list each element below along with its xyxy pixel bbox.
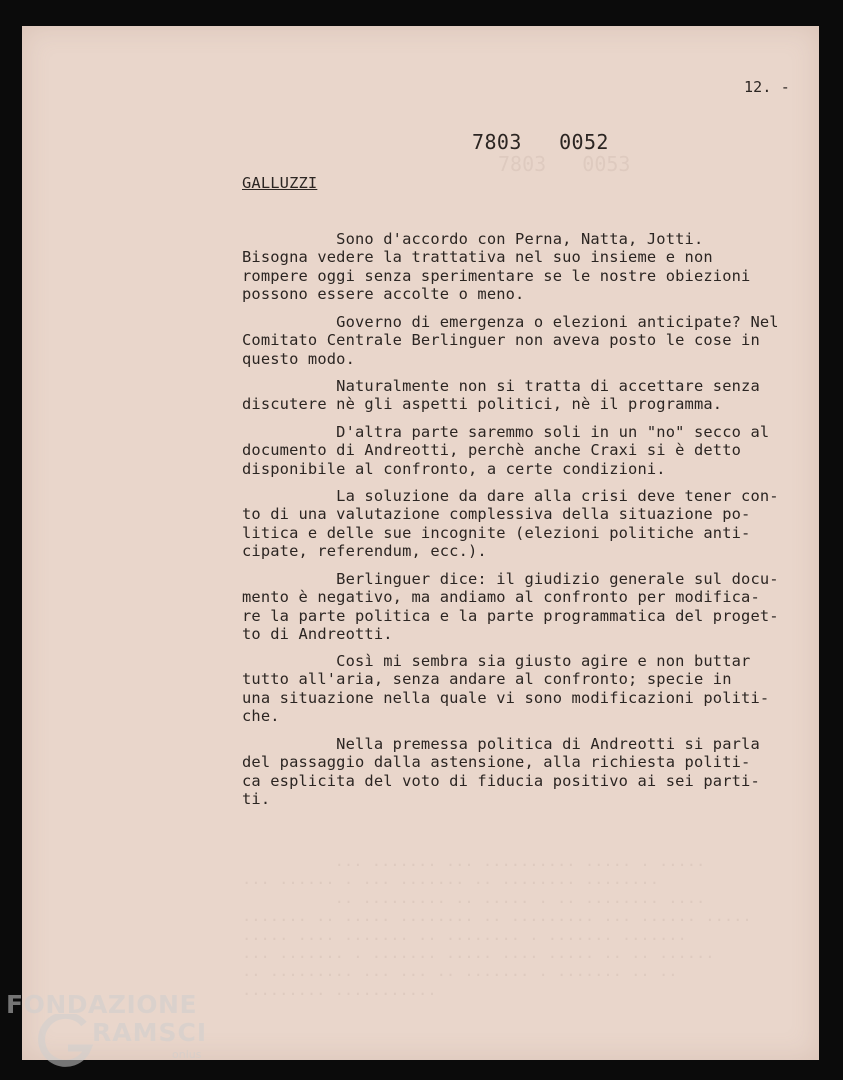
watermark-line-2: RAMSCI: [92, 1018, 208, 1047]
bleed-through-text: ··· ······· ··· ·········· ····· · ····· ··· ······ · ··· ······· ·· ········ ········ ·· ········· ·· ····· · ·· ········ ···· ······· ·· ····· ········ ·· ········· ··· ······ ····· ····· ···· ······· ·· ········ · ······· ······· ··· ······· · ······· ····· ···· ····· ·· ·· ······ ·· ········· ··· ··· ·· ······· · ······· ·· ·· ········· ···········: [242, 856, 752, 1003]
paragraph-1: Sono d'accordo con Perna, Natta, Jotti. Bisogna vedere la trattativa nel suo insieme e non rompere oggi senza sperimentare se le nostre obiezioni possono essere accolte o meno.: [242, 230, 751, 304]
fondazione-gramsci-watermark: [0, 988, 210, 1068]
watermark-line-1: FONDAZIONE: [6, 990, 198, 1019]
paragraph-8: Nella premessa politica di Andreotti si parla del passaggio dalla astensione, alla richiesta politi- ca esplicita del voto di fiducia positivo ai sei parti- ti.: [242, 735, 760, 809]
paragraph-4: D'altra parte saremmo soli in un "no" secco al documento di Andreotti, perchè anche Craxi si è detto disponibile al confronto, a certe condizioni.: [242, 423, 770, 478]
document-page: [22, 26, 819, 1060]
paragraph-6: Berlinguer dice: il giudizio generale sul docu- mento è negativo, ma andiamo al confronto per modifica- re la parte politica e la parte programmatica del proget- to di Andreotti.: [242, 570, 779, 644]
bleed-through-code: 7803 0053: [498, 152, 631, 176]
g-logo-icon: [34, 1014, 96, 1070]
paragraph-5: La soluzione da dare alla crisi deve tener con- to di una valutazione complessiva della situazione po- litica e delle sue incognite (elezioni politiche anti- cipate, referendum, ecc.).: [242, 487, 779, 561]
watermark-line-3: onlus: [172, 1048, 202, 1061]
paragraph-7: Così mi sembra sia giusto agire e non buttar tutto all'aria, senza andare al confronto; specie in una situazione nella quale vi sono modificazioni politi- che.: [242, 652, 770, 726]
speaker-heading: GALLUZZI: [242, 174, 318, 192]
document-code: 7803 0052: [472, 130, 609, 154]
paragraph-3: Naturalmente non si tratta di accettare senza discutere nè gli aspetti politici, nè il programma.: [242, 377, 760, 414]
page-number: 12. -: [744, 78, 790, 96]
paragraph-2: Governo di emergenza o elezioni anticipate? Nel Comitato Centrale Berlinguer non aveva posto le cose in questo modo.: [242, 313, 779, 368]
